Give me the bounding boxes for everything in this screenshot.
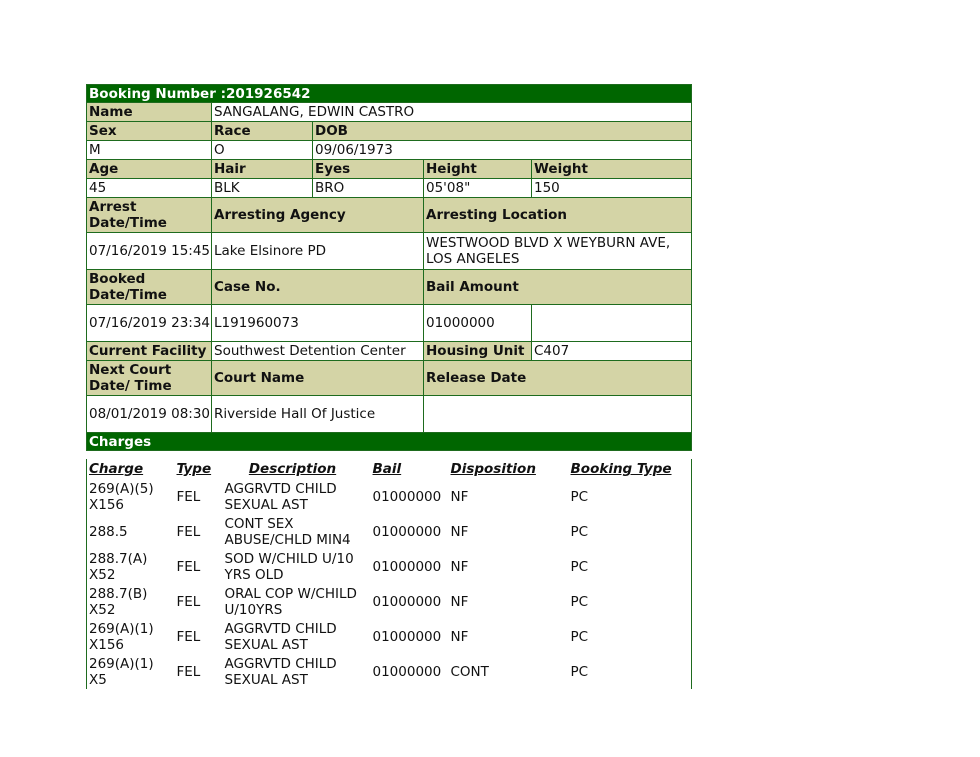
charge-description: ORAL COP W/CHILD U/10YRS bbox=[224, 585, 357, 618]
charge-description: AGGRVTD CHILD SEXUAL AST bbox=[224, 480, 337, 513]
hair-value: BLK bbox=[212, 179, 313, 198]
charge-disposition: NF bbox=[450, 628, 469, 645]
charge-type: FEL bbox=[176, 558, 201, 575]
arresting-location-value: WESTWOOD BLVD X WEYBURN AVE, LOS ANGELES bbox=[424, 233, 692, 270]
height-label: Height bbox=[424, 160, 532, 179]
charge-code: 269(A)(5) X156 bbox=[89, 480, 154, 513]
charge-row bbox=[87, 514, 692, 549]
arresting-agency-value: Lake Elsinore PD bbox=[212, 233, 424, 270]
dob-label: DOB bbox=[313, 122, 692, 141]
charge-booking-type: PC bbox=[570, 558, 589, 575]
current-facility-label: Current Facility bbox=[87, 342, 212, 361]
case-number-label: Case No. bbox=[212, 270, 424, 305]
booking-type-column-header: Booking Type bbox=[570, 461, 672, 477]
charge-row bbox=[87, 619, 692, 654]
bail-amount-extra bbox=[532, 305, 692, 342]
inmate-name: SANGALANG, EDWIN CASTRO bbox=[212, 103, 692, 122]
charge-bail: 01000000 bbox=[372, 593, 442, 610]
booking-details-table bbox=[86, 84, 692, 451]
charge-row bbox=[87, 654, 692, 689]
bail-amount-value: 01000000 bbox=[424, 305, 532, 342]
charge-bail: 01000000 bbox=[372, 663, 442, 680]
charge-disposition: NF bbox=[450, 488, 469, 505]
charge-disposition: NF bbox=[450, 558, 469, 575]
charge-disposition: CONT bbox=[450, 663, 489, 680]
charge-code: 288.7(A) X52 bbox=[89, 550, 148, 583]
weight-value: 150 bbox=[532, 179, 692, 198]
charge-booking-type: PC bbox=[570, 523, 589, 540]
next-court-datetime-value: 08/01/2019 08:30 bbox=[87, 396, 212, 433]
bail-amount-label: Bail Amount bbox=[424, 270, 692, 305]
name-label: Name bbox=[87, 103, 212, 122]
arrest-datetime-value: 07/16/2019 15:45 bbox=[87, 233, 212, 270]
current-facility-value: Southwest Detention Center bbox=[212, 342, 424, 361]
case-number-value: L191960073 bbox=[212, 305, 424, 342]
charge-code: 269(A)(1) X5 bbox=[89, 655, 154, 688]
charge-row bbox=[87, 479, 692, 514]
type-column-header: Type bbox=[176, 461, 212, 477]
charge-column-header: Charge bbox=[89, 461, 144, 477]
height-value: 05'08" bbox=[424, 179, 532, 198]
age-value: 45 bbox=[87, 179, 212, 198]
court-name-label: Court Name bbox=[212, 361, 424, 396]
charge-description: SOD W/CHILD U/10 YRS OLD bbox=[224, 550, 354, 583]
eyes-value: BRO bbox=[313, 179, 424, 198]
race-value: O bbox=[212, 141, 313, 160]
charge-bail: 01000000 bbox=[372, 558, 442, 575]
arresting-agency-label: Arresting Agency bbox=[212, 198, 424, 233]
charge-code: 288.7(B) X52 bbox=[89, 585, 148, 618]
release-date-label: Release Date bbox=[424, 361, 692, 396]
next-court-datetime-label: Next Court Date/ Time bbox=[87, 361, 212, 396]
charge-booking-type: PC bbox=[570, 593, 589, 610]
charge-bail: 01000000 bbox=[372, 628, 442, 645]
charge-booking-type: PC bbox=[570, 663, 589, 680]
charge-code: 288.5 bbox=[89, 523, 128, 540]
housing-unit-label: Housing Unit bbox=[424, 342, 532, 361]
court-name-value: Riverside Hall Of Justice bbox=[212, 396, 424, 433]
charge-description: CONT SEX ABUSE/CHLD MIN4 bbox=[224, 515, 351, 548]
dob-value: 09/06/1973 bbox=[313, 141, 692, 160]
charge-disposition: NF bbox=[450, 593, 469, 610]
charge-type: FEL bbox=[176, 593, 201, 610]
charge-booking-type: PC bbox=[570, 488, 589, 505]
charge-bail: 01000000 bbox=[372, 488, 442, 505]
description-column-header: Description bbox=[248, 461, 337, 477]
charges-column-headers bbox=[87, 459, 692, 479]
arresting-location-label: Arresting Location bbox=[424, 198, 692, 233]
charge-row bbox=[87, 549, 692, 584]
disposition-column-header: Disposition bbox=[450, 461, 536, 477]
charge-booking-type: PC bbox=[570, 628, 589, 645]
age-label: Age bbox=[87, 160, 212, 179]
charge-type: FEL bbox=[176, 488, 201, 505]
charge-type: FEL bbox=[176, 523, 201, 540]
housing-unit-value: C407 bbox=[532, 342, 692, 361]
charge-type: FEL bbox=[176, 663, 201, 680]
weight-label: Weight bbox=[532, 160, 692, 179]
charge-code: 269(A)(1) X156 bbox=[89, 620, 154, 653]
eyes-label: Eyes bbox=[313, 160, 424, 179]
release-date-value bbox=[424, 396, 692, 433]
charge-bail: 01000000 bbox=[372, 523, 442, 540]
sex-value: M bbox=[87, 141, 212, 160]
charge-description: AGGRVTD CHILD SEXUAL AST bbox=[224, 655, 337, 688]
booking-number-header: Booking Number :201926542 bbox=[87, 85, 692, 103]
hair-label: Hair bbox=[212, 160, 313, 179]
charge-row bbox=[87, 584, 692, 619]
charge-type: FEL bbox=[176, 628, 201, 645]
booked-datetime-value: 07/16/2019 23:34 bbox=[87, 305, 212, 342]
booked-datetime-label: Booked Date/Time bbox=[87, 270, 212, 305]
charge-disposition: NF bbox=[450, 523, 469, 540]
race-label: Race bbox=[212, 122, 313, 141]
sex-label: Sex bbox=[87, 122, 212, 141]
arrest-datetime-label: Arrest Date/Time bbox=[87, 198, 212, 233]
bail-column-header: Bail bbox=[372, 461, 402, 477]
charges-header: Charges bbox=[87, 433, 692, 451]
charges-table bbox=[86, 459, 692, 689]
charge-description: AGGRVTD CHILD SEXUAL AST bbox=[224, 620, 337, 653]
